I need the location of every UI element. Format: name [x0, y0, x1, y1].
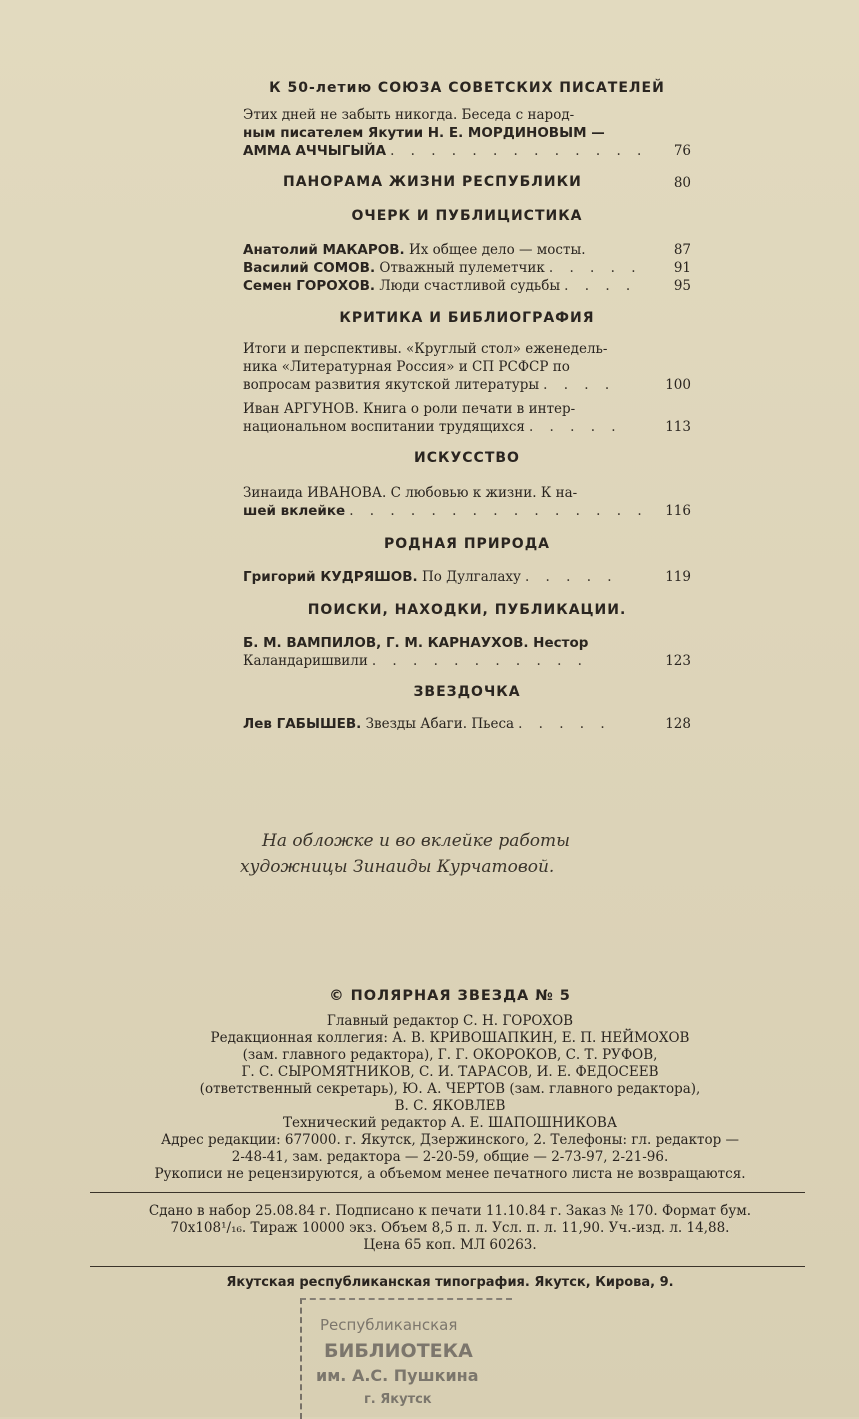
work-title: По Дулгалаху — [421, 569, 521, 585]
work-title: Звезды Абаги. Пьеса — [365, 716, 515, 732]
divider — [90, 1266, 805, 1267]
imprint-line: В. С. ЯКОВЛЕВ — [394, 1098, 506, 1114]
typography-text: Якутская республиканская типография. Якутск, Кирова, 9. — [226, 1275, 674, 1290]
imprint-line: Адрес редакции: 677000. г. Якутск, Дзержинского, 2. Телефоны: гл. редактор — — [160, 1132, 740, 1148]
page-number: 119 — [665, 569, 691, 585]
imprint-line: 2-48-41, зам. редактора — 2-20-59, общие — 2-73-97, 2-21-96. — [231, 1149, 669, 1165]
imprint-line: Г. С. СЫРОМЯТНИКОВ, С. И. ТАРАСОВ, И. Е. ФЕДОСЕЕВ — [241, 1064, 659, 1080]
section-heading: ИСКУССТВО — [414, 450, 520, 466]
author: Лев ГАБЫШЕВ. — [243, 716, 362, 732]
toc-entry: Григорий КУДРЯШОВ. По Дулгалаху . . . . . 119 — [243, 569, 691, 585]
page-number: 100 — [665, 377, 691, 393]
entry-line: Зинаида ИВАНОВА. С любовью к жизни. К на- — [243, 485, 578, 501]
imprint-line: Главный редактор С. Н. ГОРОХОВ — [326, 1013, 574, 1029]
entry-line: Этих дней не забыть никогда. Беседа с народ- — [243, 107, 575, 123]
page-number: 95 — [673, 278, 691, 294]
page-number: 76 — [673, 143, 691, 159]
entry-line: Б. М. ВАМПИЛОВ, Г. М. КАРНАУХОВ. Нестор — [243, 635, 589, 651]
author: Василий СОМОВ. — [243, 260, 376, 276]
page-number: 113 — [665, 419, 691, 435]
entry-line: национальном воспитании трудящихся — [243, 419, 525, 435]
section-heading: ЗВЕЗДОЧКА — [413, 684, 521, 700]
caption-line: художницы Зинаиды Курчатовой. — [240, 857, 555, 877]
toc-entry: Иван АРГУНОВ. Книга о роли печати в интер- национальном воспитании трудящихся . . . . . 113 — [243, 401, 691, 435]
page-number: 87 — [673, 242, 691, 258]
entry-line: АММА АЧЧЫГЫЙА — [243, 143, 387, 159]
caption-line: На обложке и во вклейке работы — [262, 831, 570, 851]
section-heading: ОЧЕРК И ПУБЛИЦИСТИКА — [351, 208, 583, 224]
page-number: 116 — [665, 503, 691, 519]
stamp-line: БИБЛИОТЕКА — [324, 1340, 473, 1362]
page-number: 128 — [665, 716, 691, 732]
imprint-line: Технический редактор А. Е. ШАПОШНИКОВА — [282, 1115, 618, 1131]
imprint-line: (зам. главного редактора), Г. Г. ОКОРОКОВ, С. Т. РУФОВ, — [242, 1047, 658, 1063]
library-stamp — [300, 1298, 512, 1419]
entry-line: Иван АРГУНОВ. Книга о роли печати в интер- — [243, 401, 576, 417]
section-heading: К 50-летию СОЮЗА СОВЕТСКИХ ПИСАТЕЛЕЙ — [269, 80, 665, 96]
print-line: 70х108¹/₁₆. Тираж 10000 экз. Объем 8,5 п. л. Усл. п. л. 11,90. Уч.-изд. л. 14,88. — [170, 1220, 730, 1236]
toc-entry: Итоги и перспективы. «Круглый стол» еженедель- ника «Литературная Россия» и СП РСФСР по вопросам развития якутской литературы . . . . 100 — [243, 341, 691, 393]
imprint-line: (ответственный секретарь), Ю. А. ЧЕРТОВ (зам. главного редактора), — [199, 1081, 701, 1097]
typography-line — [100, 1274, 800, 1291]
toc-entry — [283, 174, 691, 192]
journal-title: © ПОЛЯРНАЯ ЗВЕЗДА № 5 — [329, 988, 571, 1004]
entry-line: Каландаришвили — [243, 653, 368, 669]
toc-entry: Зинаида ИВАНОВА. С любовью к жизни. К на- шей вклейке . . . . . . . . . . . . . . . 116 — [243, 485, 691, 519]
section-heading: ПОИСКИ, НАХОДКИ, ПУБЛИКАЦИИ. — [307, 602, 627, 618]
author: Семен ГОРОХОВ. — [243, 278, 376, 294]
toc-entry: Анатолий МАКАРОВ. Их общее дело — мосты. 87 Василий СОМОВ. Отважный пулеметчик . . . . . 91 Семен ГОРОХОВ. Люди счастливой судьбы . . . . 95 — [243, 242, 691, 294]
entry-line: ным писателем Якутии Н. Е. МОРДИНОВЫМ — — [243, 125, 605, 141]
entry-line: вопросам развития якутской литературы — [243, 377, 540, 393]
divider — [90, 1192, 805, 1193]
imprint-line: Редакционная коллегия: А. В. КРИВОШАПКИН, Е. П. НЕЙМОХОВ — [210, 1030, 690, 1046]
page-number: 123 — [665, 653, 691, 669]
entry-line: шей вклейке — [243, 503, 346, 519]
stamp-line: Республиканская — [320, 1316, 458, 1334]
toc-entry: Этих дней не забыть никогда. Беседа с народ- ным писателем Якутии Н. Е. МОРДИНОВЫМ — АММА АЧЧЫГЫЙА . . . . . . . . . . . . . 76 — [243, 107, 691, 159]
page-number: 91 — [673, 260, 691, 276]
author: Анатолий МАКАРОВ. — [243, 242, 405, 258]
entry-line: Итоги и перспективы. «Круглый стол» еженедель- — [243, 341, 608, 357]
section-heading: РОДНАЯ ПРИРОДА — [384, 536, 550, 552]
toc-entry: Б. М. ВАМПИЛОВ, Г. М. КАРНАУХОВ. Нестор Каландаришвили . . . . . . . . . . . 123 — [243, 635, 691, 669]
work-title: Отважный пулеметчик — [379, 260, 545, 276]
section-heading: КРИТИКА И БИБЛИОГРАФИЯ — [339, 310, 595, 326]
toc-entry: Лев ГАБЫШЕВ. Звезды Абаги. Пьеса . . . . . 128 — [243, 716, 691, 732]
stamp-line: г. Якутск — [364, 1392, 432, 1407]
work-title: Люди счастливой судьбы — [379, 278, 561, 294]
author: Григорий КУДРЯШОВ. — [243, 569, 418, 585]
imprint-block — [100, 988, 800, 1183]
print-line: Сдано в набор 25.08.84 г. Подписано к печати 11.10.84 г. Заказ № 170. Формат бум. — [148, 1203, 752, 1219]
section-heading: ПАНОРАМА ЖИЗНИ РЕСПУБЛИКИ — [283, 174, 582, 190]
cover-caption — [240, 828, 660, 880]
work-title: Их общее дело — мосты. — [408, 242, 586, 258]
stamp-line: им. А.С. Пушкина — [316, 1366, 479, 1385]
imprint-line: Рукописи не рецензируются, а объемом менее печатного листа не возвращаются. — [154, 1166, 746, 1182]
entry-line: ника «Литературная Россия» и СП РСФСР по — [243, 359, 570, 375]
print-info — [100, 1203, 800, 1254]
page-number: 80 — [673, 175, 691, 191]
print-line: Цена 65 коп. МЛ 60263. — [363, 1237, 537, 1253]
